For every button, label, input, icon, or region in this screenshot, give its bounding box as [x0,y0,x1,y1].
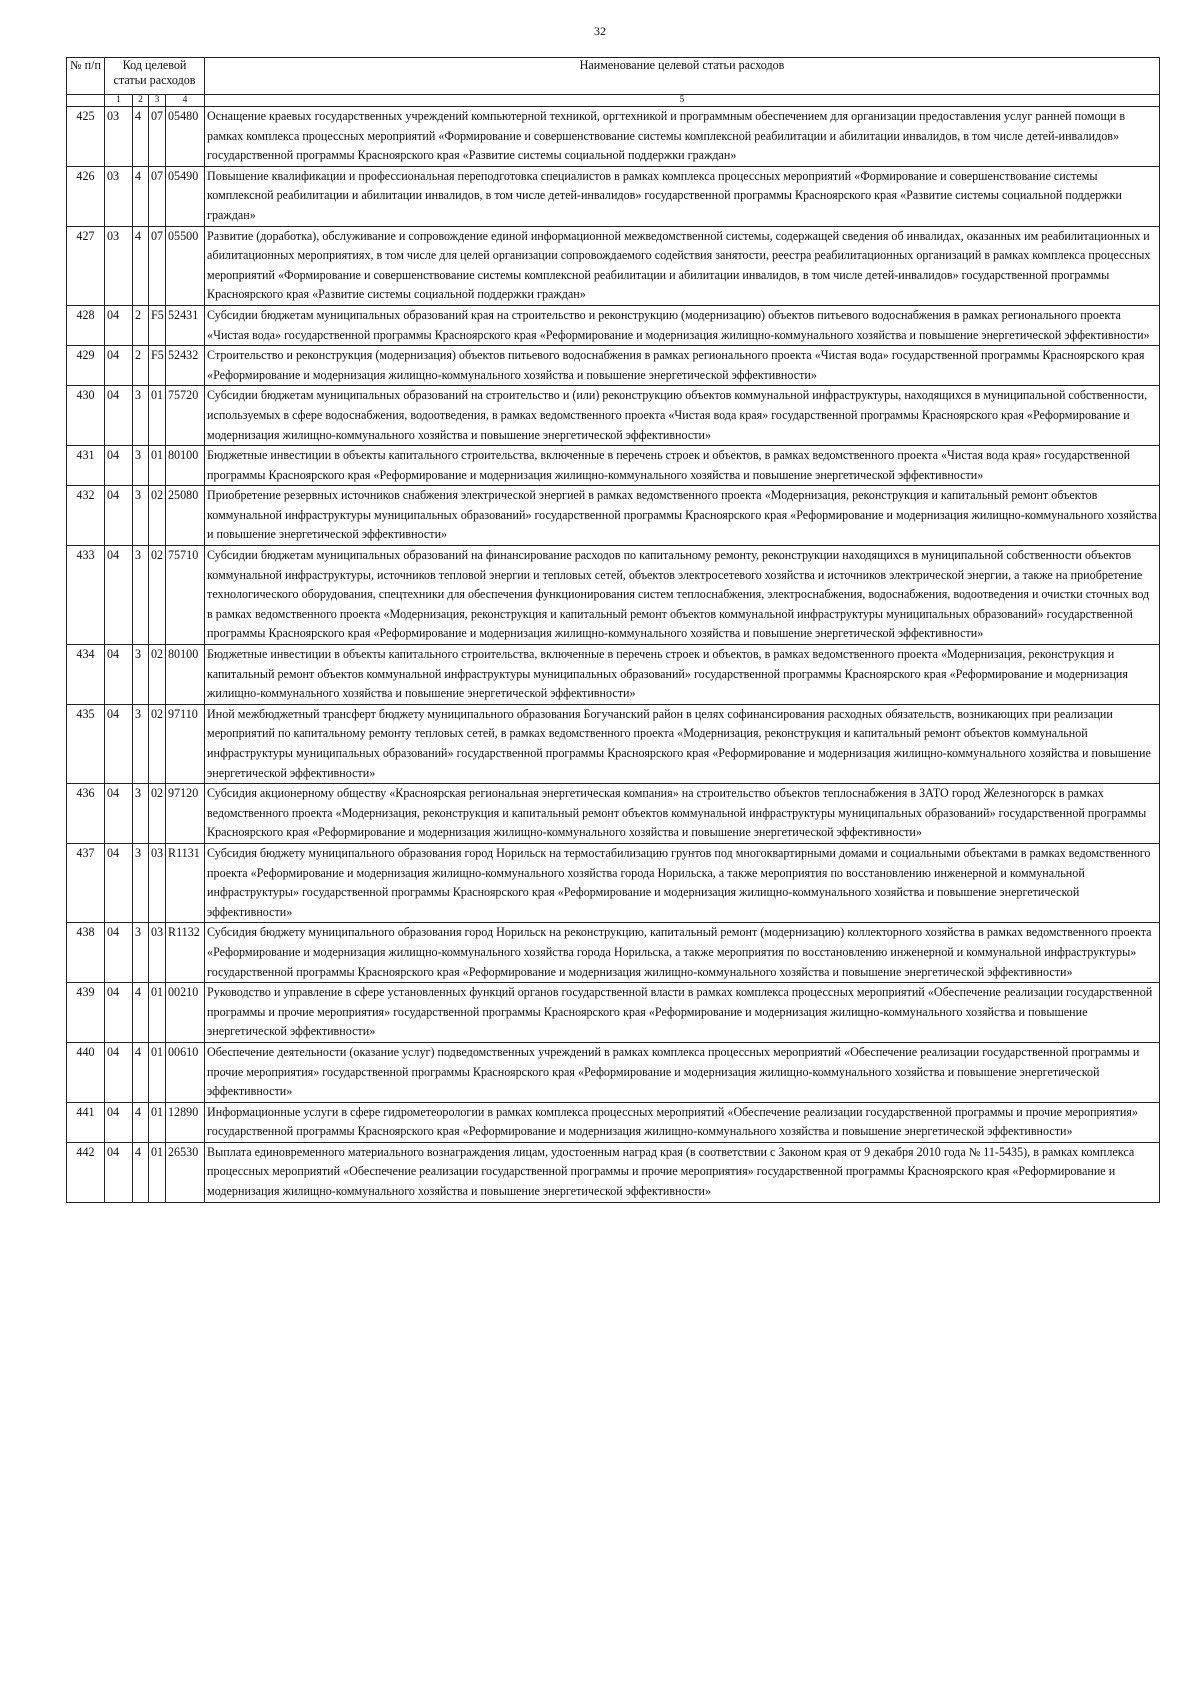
item-name: Субсидия бюджету муниципального образования город Норильск на реконструкцию, капитальный ремонт (модернизацию) коллекторного хозяйства в рамках ведомственного проекта «Реформирование и модернизация жилищно-коммунального хозяйства города Норильска, а также мероприятия по восстановлению инженерной и коммунальной инфраструктуры» государственной программы Красноярского края «Реформирование и модернизация жилищно-коммунального хозяйства и повышение энергетической эффективности» [205,923,1160,983]
item-name: Оснащение краевых государственных учреждений компьютерной техникой, оргтехникой и программным обеспечением для организации предоставления услуг ранней помощи в рамках комплекса процессных мероприятий «Формирование и совершенствование системы комплексной реабилитации и абилитации инвалидов, в том числе детей-инвалидов» государственной программы Красноярского края «Развитие системы социальной поддержки граждан» [205,107,1160,167]
row-number: 439 [67,983,105,1043]
table-row [67,784,1160,844]
header-name: Наименование целевой статьи расходов [205,58,1160,95]
header-num: № п/п [67,58,105,95]
code-part-3: 02 [149,784,166,844]
code-part-4: 52431 [166,305,205,345]
table-row [67,226,1160,305]
code-part-2: 3 [133,704,149,783]
code-part-4: 05480 [166,107,205,167]
header-code-group: Код целевой статьи расходов [105,58,205,95]
code-part-1: 04 [105,784,133,844]
target-items-table [66,57,1160,1203]
item-name: Информационные услуги в сфере гидрометеорологии в рамках комплекса процессных мероприятий «Обеспечение реализации государственной программы и прочие мероприятия» государственной программы Красноярского края «Реформирование и модернизация жилищно-коммунального хозяйства и повышение энергетической эффективности» [205,1102,1160,1142]
row-number: 427 [67,226,105,305]
item-name: Бюджетные инвестиции в объекты капитального строительства, включенные в перечень строек и объектов, в рамках ведомственного проекта «Модернизация, реконструкция и капитальный ремонт объектов коммунальной инфраструктуры муниципальных образований» государственной программы Красноярского края «Реформирование и модернизация жилищно-коммунального хозяйства и повышение энергетической эффективности» [205,645,1160,705]
item-name: Руководство и управление в сфере установленных функций органов государственной власти в рамках комплекса процессных мероприятий «Обеспечение реализации государственной программы и прочие мероприятия» государственной программы Красноярского края «Реформирование и модернизация жилищно-коммунального хозяйства и повышение энергетической эффективности» [205,983,1160,1043]
code-part-3: 07 [149,107,166,167]
code-part-4: 00210 [166,983,205,1043]
code-part-1: 04 [105,386,133,446]
code-part-3: F5 [149,305,166,345]
code-part-4: 52432 [166,346,205,386]
row-number: 438 [67,923,105,983]
code-part-1: 04 [105,305,133,345]
column-number: 2 [133,95,149,107]
table-row [67,386,1160,446]
table-row [67,446,1160,486]
column-number [67,95,105,107]
table-row [67,704,1160,783]
item-name: Субсидии бюджетам муниципальных образований края на строительство и реконструкцию (модернизацию) объектов питьевого водоснабжения в рамках регионального проекта «Чистая вода» государственной программы Красноярского края «Реформирование и модернизация жилищно-коммунального хозяйства и повышение энергетической эффективности» [205,305,1160,345]
column-number: 3 [149,95,166,107]
code-part-2: 2 [133,346,149,386]
item-name: Иной межбюджетный трансферт бюджету муниципального образования Богучанский район в целях софинансирования расходных обязательств, возникающих при реализации мероприятий по капитальному ремонту тепловых сетей, в рамках ведомственного проекта «Модернизация, реконструкция и капитальный ремонт объектов коммунальной инфраструктуры муниципальных образований» государственной программы Красноярского края «Реформирование и модернизация жилищно-коммунального хозяйства и повышение энергетической эффективности» [205,704,1160,783]
code-part-3: 03 [149,843,166,922]
item-name: Обеспечение деятельности (оказание услуг) подведомственных учреждений в рамках комплекса процессных мероприятий «Обеспечение реализации государственной программы и прочие мероприятия» государственной программы Красноярского края «Реформирование и модернизация жилищно-коммунального хозяйства и повышение энергетической эффективности» [205,1042,1160,1102]
table-row [67,1142,1160,1202]
code-part-4: 00610 [166,1042,205,1102]
code-part-4: 05500 [166,226,205,305]
row-number: 440 [67,1042,105,1102]
table-row [67,107,1160,167]
code-part-2: 3 [133,843,149,922]
row-number: 429 [67,346,105,386]
code-part-3: 07 [149,166,166,226]
code-part-4: 75710 [166,546,205,645]
code-part-4: 12890 [166,1102,205,1142]
code-part-1: 04 [105,1142,133,1202]
code-part-2: 3 [133,546,149,645]
table-body [67,107,1160,1203]
table-row [67,305,1160,345]
code-part-3: 01 [149,386,166,446]
table-row [67,346,1160,386]
code-part-1: 03 [105,166,133,226]
row-number: 442 [67,1142,105,1202]
code-part-2: 3 [133,923,149,983]
table-row [67,486,1160,546]
item-name: Субсидии бюджетам муниципальных образований на финансирование расходов по капитальному ремонту, реконструкции находящихся в муниципальной собственности объектов коммунальной инфраструктуры, источников тепловой энергии и тепловых сетей, объектов электросетевого хозяйства и источников электрической энергии, а также на приобретение технологического оборудования, спецтехники для обеспечения функционирования систем теплоснабжения, электроснабжения, водоснабжения, водоотведения и очистки сточных вод в рамках ведомственного проекта «Модернизация, реконструкция и капитальный ремонт объектов коммунальной инфраструктуры муниципальных образований» государственной программы Красноярского края «Реформирование и модернизация жилищно-коммунального хозяйства и повышение энергетической эффективности» [205,546,1160,645]
code-part-1: 04 [105,1042,133,1102]
item-name: Субсидия акционерному обществу «Красноярская региональная энергетическая компания» на строительство объектов теплоснабжения в ЗАТО город Железногорск в рамках ведомственного проекта «Модернизация, реконструкция и капитальный ремонт объектов коммунальной инфраструктуры муниципальных образований» государственной программы Красноярского края «Реформирование и модернизация жилищно-коммунального хозяйства и повышение энергетической эффективности» [205,784,1160,844]
table-row [67,1042,1160,1102]
code-part-1: 04 [105,983,133,1043]
column-numbers-row [67,95,1160,107]
code-part-1: 04 [105,843,133,922]
page-number: 32 [594,24,606,38]
row-number: 433 [67,546,105,645]
table-row [67,645,1160,705]
column-number: 5 [205,95,1160,107]
row-number: 426 [67,166,105,226]
row-number: 437 [67,843,105,922]
code-part-3: 07 [149,226,166,305]
code-part-4: 75720 [166,386,205,446]
item-name: Бюджетные инвестиции в объекты капитального строительства, включенные в перечень строек и объектов, в рамках ведомственного проекта «Чистая вода края» государственной программы Красноярского края «Реформирование и модернизация жилищно-коммунального хозяйства и повышение энергетической эффективности» [205,446,1160,486]
code-part-1: 04 [105,923,133,983]
row-number: 436 [67,784,105,844]
item-name: Субсидии бюджетам муниципальных образований на строительство и (или) реконструкцию объектов коммунальной инфраструктуры, находящихся в муниципальной собственности, используемых в сфере водоснабжения, водоотведения, в рамках ведомственного проекта «Чистая вода края» государственной программы Красноярского края «Реформирование и модернизация жилищно-коммунального хозяйства и повышение энергетической эффективности» [205,386,1160,446]
code-part-4: 97120 [166,784,205,844]
code-part-3: 01 [149,1142,166,1202]
code-part-4: 97110 [166,704,205,783]
item-name: Повышение квалификации и профессиональная переподготовка специалистов в рамках комплекса процессных мероприятий «Формирование и совершенствование системы комплексной реабилитации и абилитации инвалидов, в том числе детей-инвалидов» государственной программы Красноярского края «Развитие системы социальной поддержки граждан» [205,166,1160,226]
code-part-3: 02 [149,704,166,783]
code-part-2: 4 [133,983,149,1043]
row-number: 441 [67,1102,105,1142]
code-part-2: 3 [133,645,149,705]
table-header-row [67,58,1160,95]
code-part-1: 04 [105,1102,133,1142]
code-part-2: 4 [133,1142,149,1202]
item-name: Строительство и реконструкция (модернизация) объектов питьевого водоснабжения в рамках регионального проекта «Чистая вода» государственной программы Красноярского края «Реформирование и модернизация жилищно-коммунального хозяйства и повышение энергетической эффективности» [205,346,1160,386]
row-number: 435 [67,704,105,783]
code-part-1: 03 [105,107,133,167]
code-part-3: 01 [149,1042,166,1102]
code-part-2: 4 [133,1042,149,1102]
code-part-2: 4 [133,107,149,167]
code-part-4: 25080 [166,486,205,546]
code-part-2: 4 [133,1102,149,1142]
code-part-3: 01 [149,446,166,486]
code-part-1: 04 [105,546,133,645]
code-part-4: 80100 [166,446,205,486]
row-number: 432 [67,486,105,546]
code-part-2: 2 [133,305,149,345]
item-name: Субсидия бюджету муниципального образования город Норильск на термостабилизацию грунтов под многоквартирными домами и социальными объектами в рамках ведомственного проекта «Реформирование и модернизация жилищно-коммунального хозяйства города Норильска, а также мероприятия по восстановлению инженерной и коммунальной инфраструктуры» государственной программы Красноярского края «Реформирование и модернизация жилищно-коммунального хозяйства и повышение энергетической эффективности» [205,843,1160,922]
code-part-1: 04 [105,446,133,486]
table-row [67,923,1160,983]
code-part-2: 3 [133,446,149,486]
code-part-2: 3 [133,486,149,546]
code-part-1: 04 [105,346,133,386]
code-part-4: R1132 [166,923,205,983]
item-name: Выплата единовременного материального вознаграждения лицам, удостоенным наград края (в соответствии с Законом края от 9 декабря 2010 года № 11-5435), в рамках комплекса процессных мероприятий «Обеспечение реализации государственной программы и прочие мероприятия» государственной программы Красноярского края «Реформирование и модернизация жилищно-коммунального хозяйства и повышение энергетической эффективности» [205,1142,1160,1202]
item-name: Приобретение резервных источников снабжения электрической энергией в рамках ведомственного проекта «Модернизация, реконструкция и капитальный ремонт объектов коммунальной инфраструктуры муниципальных образований» государственной программы Красноярского края «Реформирование и модернизация жилищно-коммунального хозяйства и повышение энергетической эффективности» [205,486,1160,546]
column-number: 4 [166,95,205,107]
row-number: 430 [67,386,105,446]
code-part-3: 02 [149,486,166,546]
table-row [67,546,1160,645]
code-part-3: F5 [149,346,166,386]
code-part-2: 4 [133,226,149,305]
code-part-3: 02 [149,546,166,645]
column-number: 1 [105,95,133,107]
item-name: Развитие (доработка), обслуживание и сопровождение единой информационной межведомственной системы, содержащей сведения об инвалидах, оказанных им реабилитационных и абилитационных мероприятиях, в том числе для целей организации сопровождаемого содействия занятости, реестра реабилитационных организаций в рамках комплекса процессных мероприятий «Формирование и совершенствование системы комплексной реабилитации и абилитации инвалидов, в том числе детей-инвалидов» государственной программы Красноярского края «Развитие системы социальной поддержки граждан» [205,226,1160,305]
row-number: 434 [67,645,105,705]
code-part-2: 4 [133,166,149,226]
code-part-1: 04 [105,704,133,783]
table-row [67,983,1160,1043]
code-part-3: 02 [149,645,166,705]
code-part-3: 01 [149,983,166,1043]
code-part-1: 03 [105,226,133,305]
code-part-4: 80100 [166,645,205,705]
code-part-1: 04 [105,645,133,705]
code-part-4: 26530 [166,1142,205,1202]
table-row [67,1102,1160,1142]
code-part-2: 3 [133,386,149,446]
code-part-4: 05490 [166,166,205,226]
code-part-4: R1131 [166,843,205,922]
row-number: 431 [67,446,105,486]
row-number: 425 [67,107,105,167]
code-part-3: 01 [149,1102,166,1142]
code-part-3: 03 [149,923,166,983]
row-number: 428 [67,305,105,345]
code-part-1: 04 [105,486,133,546]
table-row [67,166,1160,226]
code-part-2: 3 [133,784,149,844]
table-row [67,843,1160,922]
